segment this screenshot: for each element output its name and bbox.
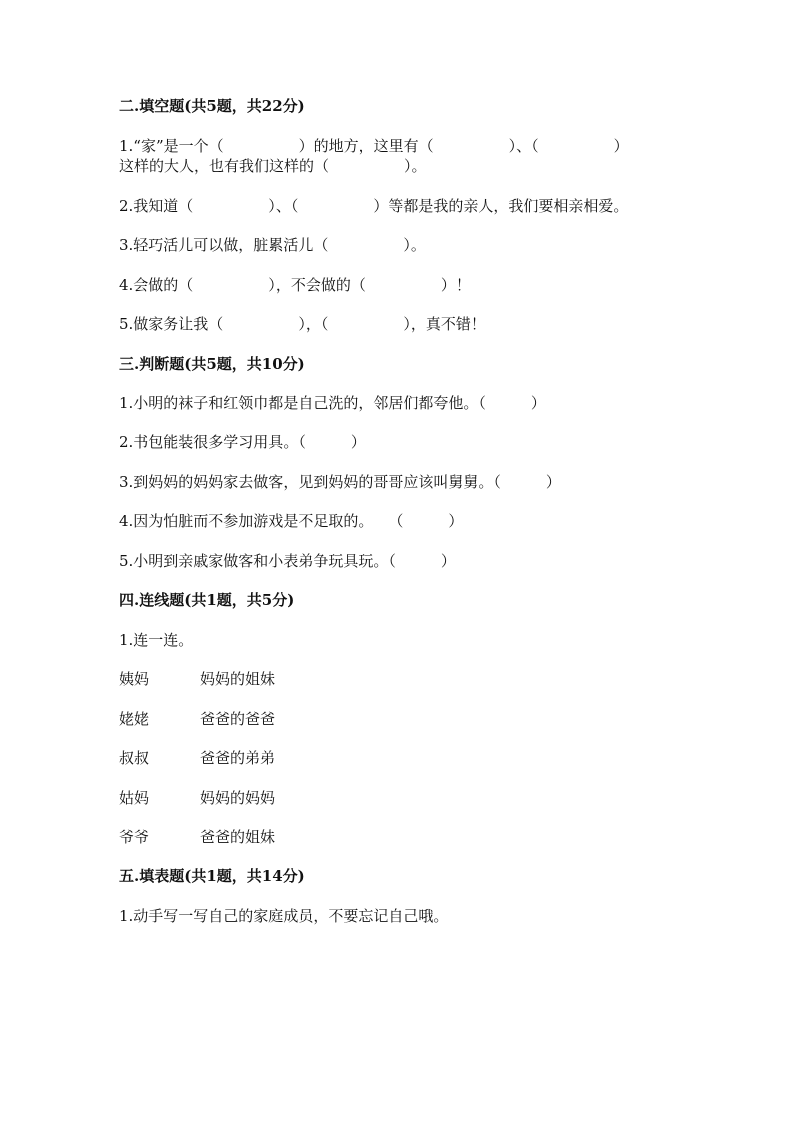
- section-3-heading: 三.判断题(共5题，共10分): [119, 355, 305, 373]
- fill-question-2: 2.我知道（ ）、（ ）等都是我的亲人，我们要相亲相爱。: [119, 197, 629, 215]
- match-left-item: 姑妈: [119, 789, 150, 807]
- section-4-heading: 四.连线题(共1题，共5分): [119, 591, 295, 609]
- judge-question-4: 4.因为怕脏而不参加游戏是不足取的。 （ ）: [119, 512, 464, 530]
- fill-question-1-line-1: 1.“家”是一个（ ）的地方，这里有（ ）、（ ）: [119, 137, 629, 155]
- match-left-item: 爷爷: [119, 828, 150, 846]
- judge-question-5: 5.小明到亲戚家做客和小表弟争玩具玩。（ ）: [119, 552, 456, 570]
- match-left-item: 姨妈: [119, 670, 150, 688]
- judge-question-1: 1.小明的袜子和红领巾都是自己洗的，邻居们都夸他。（ ）: [119, 394, 546, 412]
- fill-question-4: 4.会做的（ ），不会做的（ ）！: [119, 276, 471, 294]
- match-question-1: 1.连一连。: [119, 631, 194, 649]
- fill-question-1-line-2: 这样的大人，也有我们这样的（ ）。: [119, 157, 427, 175]
- match-left-item: 姥姥: [119, 710, 150, 728]
- judge-question-3: 3.到妈妈的妈妈家去做客，见到妈妈的哥哥应该叫舅舅。（ ）: [119, 473, 561, 491]
- judge-question-2: 2.书包能装很多学习用具。（ ）: [119, 433, 366, 451]
- fill-question-5: 5.做家务让我（ ），（ ），真不错！: [119, 315, 486, 333]
- match-right-item: 妈妈的姐妹: [200, 670, 276, 688]
- match-right-item: 爸爸的弟弟: [200, 749, 276, 767]
- section-2-heading: 二.填空题(共5题，共22分): [119, 97, 305, 115]
- section-5-heading: 五.填表题(共1题，共14分): [119, 867, 305, 885]
- match-right-item: 爸爸的爸爸: [200, 710, 276, 728]
- match-right-item: 妈妈的妈妈: [200, 789, 276, 807]
- fill-question-3: 3.轻巧活儿可以做，脏累活儿（ ）。: [119, 236, 426, 254]
- match-right-item: 爸爸的姐妹: [200, 828, 276, 846]
- match-left-item: 叔叔: [119, 749, 150, 767]
- table-question-1: 1.动手写一写自己的家庭成员，不要忘记自己哦。: [119, 907, 449, 925]
